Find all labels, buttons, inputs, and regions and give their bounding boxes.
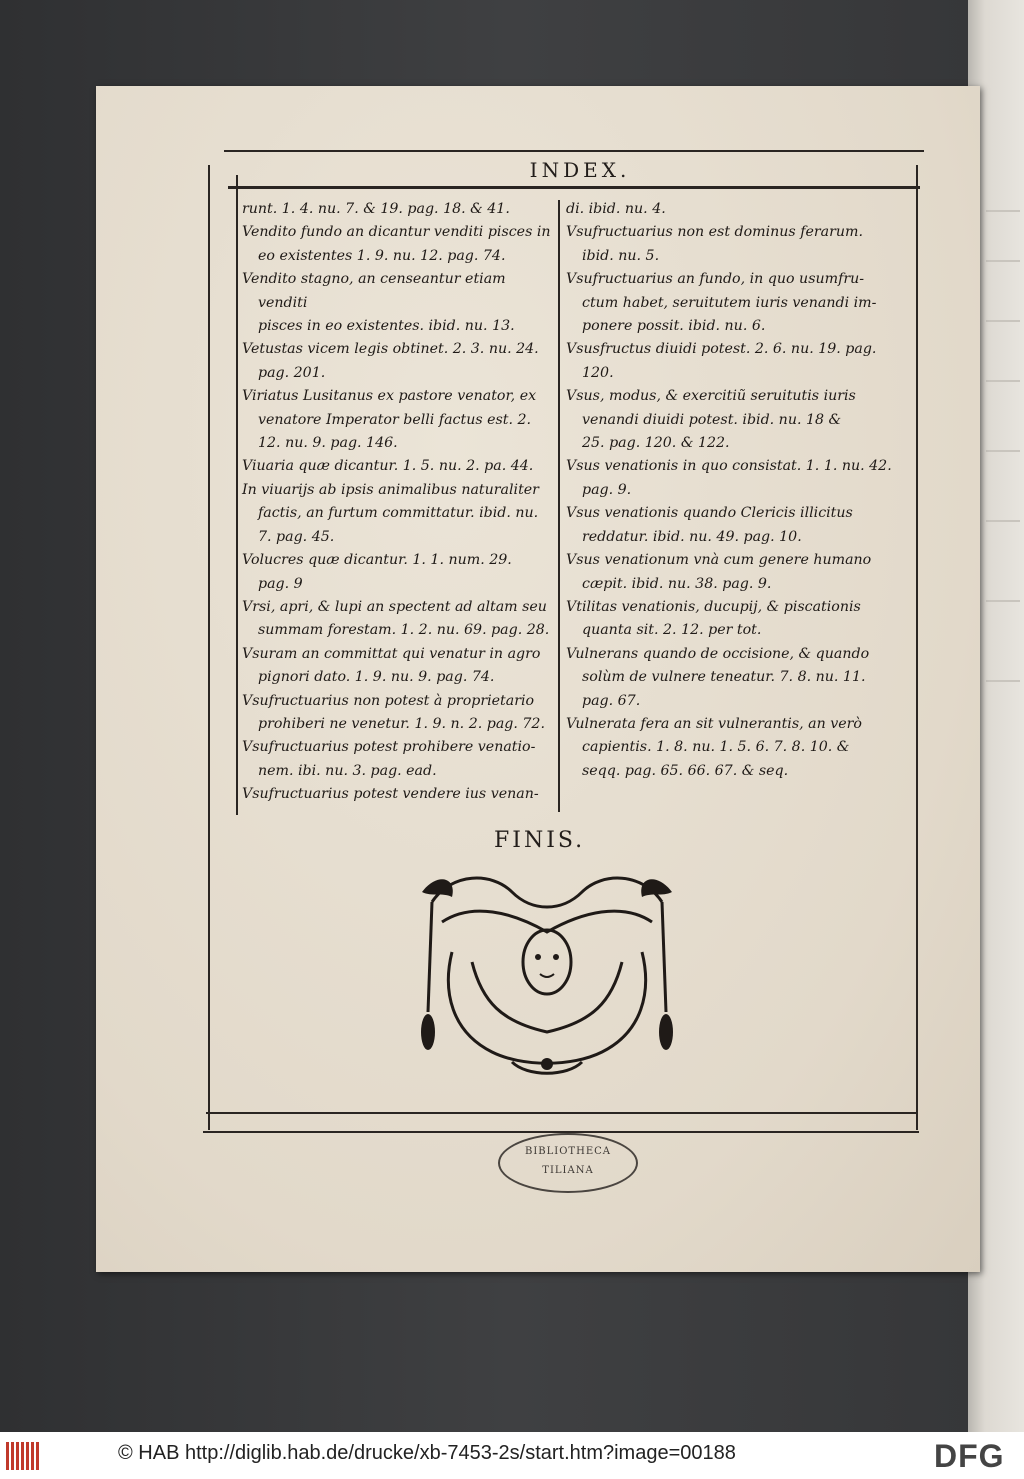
index-entry-line: Vsuram an committat qui venatur in agro [242,645,541,662]
copyright-link[interactable]: © HAB http://diglib.hab.de/drucke/xb-7453-2s/start.htm?image=00188 [118,1442,736,1464]
index-entry-line: pignori dato. 1. 9. nu. 9. pag. 74. [258,669,495,686]
index-entry-line: di. ibid. nu. 4. [566,201,666,217]
index-entry-line: 7. pag. 45. [258,528,335,545]
index-entry-line: Viriatus Lusitanus ex pastore venator, ex [242,388,537,405]
index-entry-line: Vendito fundo an dicantur venditi pisces in [242,224,551,241]
stamp-line-2: TILIANA [542,1165,594,1176]
index-column-left [238,198,556,807]
index-entry-line: pag. 9. [582,481,632,498]
index-entry-line: venatore Imperator belli factus est. 2. [258,411,532,428]
index-entry-line: Vetustas vicem legis obtinet. 2. 3. nu. 24. [242,341,539,358]
index-entry-line: Vsus venationis in quo consistat. 1. 1. nu. 42. [566,458,892,475]
index-column-right [562,198,910,783]
index-entry-line: solùm de vulnere teneatur. 7. 8. nu. 11. [582,669,866,686]
index-entry-line: nem. ibi. nu. 3. pag. ead. [258,762,437,779]
hab-barcode-icon [6,1442,40,1470]
index-entry-line: seqq. pag. 65. 66. 67. & seq. [582,762,789,779]
index-entry-line: Vulnerans quando de occisione, & quando [566,645,870,662]
frame-rule [228,186,920,189]
index-entry-line: Viuaria quæ dicantur. 1. 5. nu. 2. pa. 44. [242,458,534,475]
index-entry-line: Vsus venationis quando Clericis illicitus [566,505,853,522]
index-entry-line: summam forestam. 1. 2. nu. 69. pag. 28. [258,622,550,639]
index-entry-line: venandi diuidi potest. ibid. nu. 18 & [582,411,842,428]
running-header: INDEX. [529,158,631,182]
index-entry-line: Volucres quæ dicantur. 1. 1. num. 29. [242,552,512,569]
column-divider [558,200,560,812]
index-entry-line: Vsus venationum vnà cum genere humano [566,552,872,569]
index-entry-line: pag. 9 [258,575,303,592]
index-entry-line: Vrsi, apri, & lupi an spectent ad altam seu [242,598,547,615]
index-entry-line: Vendito stagno, an censeantur etiam venditi [242,271,506,311]
dfg-logo: DFG [934,1438,1005,1474]
index-entry-line: quanta sit. 2. 12. per tot. [582,622,762,639]
index-entry-line: capientis. 1. 8. nu. 1. 5. 6. 7. 8. 10. & [582,739,850,756]
stamp-line-1: BIBLIOTHECA [525,1146,611,1157]
index-entry-line: 25. pag. 120. & 122. [582,435,730,452]
index-entry-line: 12. nu. 9. pag. 146. [258,435,398,452]
index-entry-line: Vulnerata fera an sit vulnerantis, an verò [566,715,862,732]
frame-rule [916,165,918,1130]
woodcut-ornament [412,862,682,1080]
index-entry-line: pisces in eo existentes. ibid. nu. 13. [258,318,515,335]
index-entry-line: ctum habet, seruitutem iuris venandi im- [582,294,877,311]
index-entry-line: factis, an furtum committatur. ibid. nu. [258,505,539,522]
index-entry-line: cæpit. ibid. nu. 38. pag. 9. [582,575,772,592]
frame-rule [224,150,924,152]
viewer-footer [0,1432,1024,1479]
index-entry-line: In viuarijs ab ipsis animalibus naturaliter [242,481,539,498]
index-entry-line: Vsus, modus, & exercitiũ seruitutis iuris [566,388,856,405]
index-entry-line: Vtilitas venationis, ducupij, & piscationis [566,598,861,615]
index-entry-line: runt. 1. 4. nu. 7. & 19. pag. 18. & 41. [242,201,510,217]
index-entry-line: eo existentes 1. 9. nu. 12. pag. 74. [258,247,506,264]
index-entry-line: Vsufructuarius an fundo, in quo usumfru- [566,271,865,288]
index-entry-line: pag. 67. [582,692,641,709]
index-entry-line: pag. 201. [258,364,326,381]
index-entry-line: 120. [582,364,614,381]
frame-rule [206,1112,918,1114]
index-entry-line: ibid. nu. 5. [582,247,660,264]
index-entry-line: reddatur. ibid. nu. 49. pag. 10. [582,528,802,545]
frame-rule [208,165,210,1130]
index-entry-line: Vsufructuarius potest vendere ius venan- [242,786,539,803]
index-entry-line: Vsufructuarius potest prohibere venatio- [242,739,536,756]
library-stamp [498,1133,638,1193]
index-entry-line: Vsufructuarius non est dominus ferarum. [566,224,863,241]
index-entry-line: prohiberi ne venetur. 1. 9. n. 2. pag. 72. [258,715,545,732]
finis-heading: FINIS. [494,828,586,853]
index-entry-line: Vsusfructus diuidi potest. 2. 6. nu. 19. pag. [566,341,877,358]
index-entry-line: Vsufructuarius non potest à proprietario [242,692,535,709]
index-entry-line: ponere possit. ibid. nu. 6. [582,318,766,335]
